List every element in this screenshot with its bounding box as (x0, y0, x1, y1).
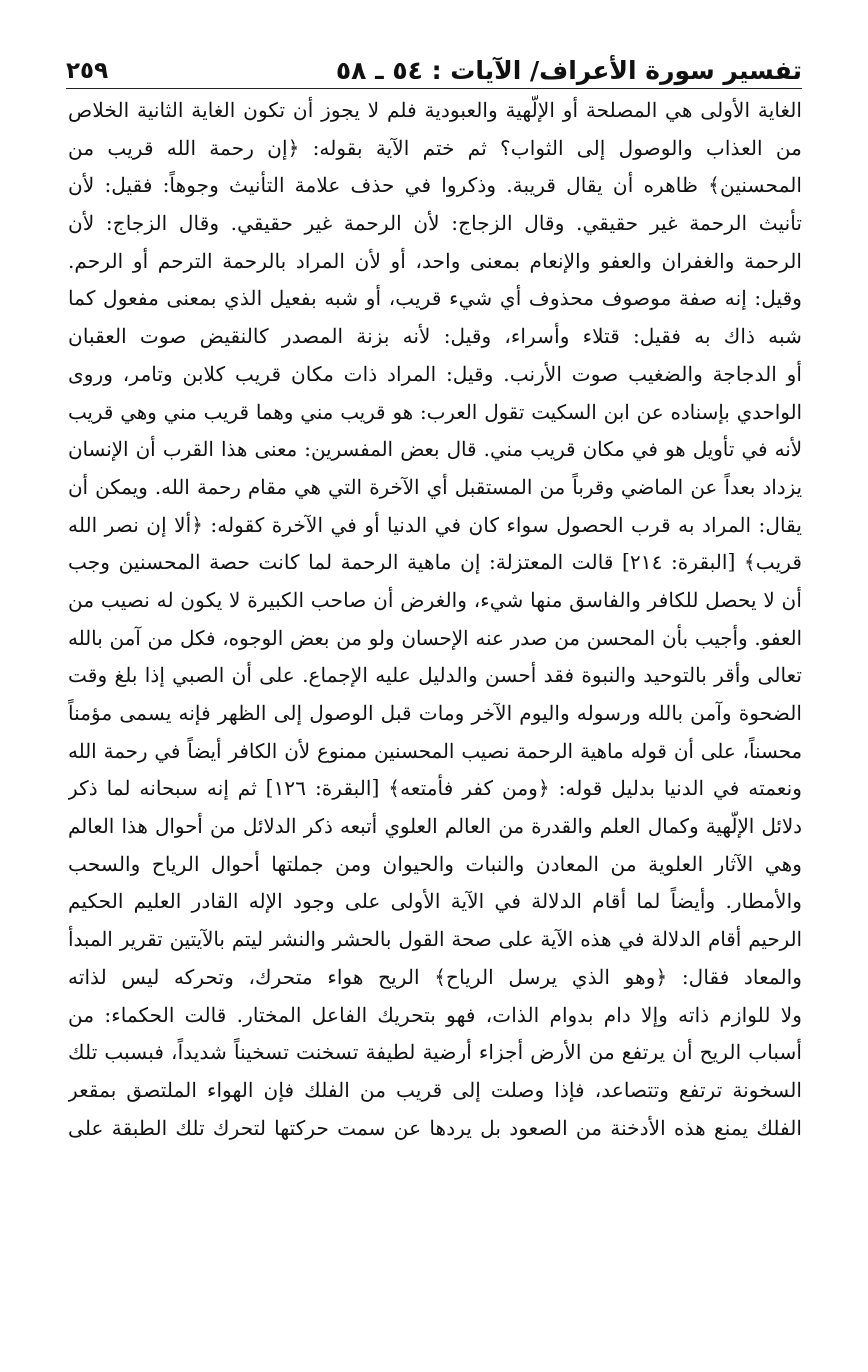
text-line: الرحيم أقام الدلالة في هذه الآية على صحة القول بالحشر والنشر ليتم بالآيتين تقرير المبدأ (68, 928, 802, 952)
text-line: الفلك يمنع هذه الأدخنة من الصعود بل يردها عن سمت حركتها لتحرك تلك الطبقة على (68, 1115, 802, 1140)
text-line: والأمطار. وأيضاً لما أقام الدلالة في الآية الأولى على وجود الإله القادر العليم الحكيم (68, 889, 802, 914)
text-line: السخونة ترتفع وتتصاعد، فإذا وصلت إلى قريب من الفلك فإن الهواء الملتصق بمقعر (68, 1077, 802, 1102)
page-header (66, 46, 802, 86)
text-line: من العذاب والوصول إلى الثواب؟ ثم ختم الآية بقوله: ﴿إن رحمة الله قريب من (68, 135, 802, 160)
text-line: العفو. وأجيب بأن المحسن من صدر عنه الإحسان ولو من بعض الوجوه، فكل من آمن بالله (68, 626, 802, 650)
page-number: ٢٥٩ (66, 58, 109, 84)
text-line: قريب﴾ [البقرة: ٢١٤] قالت المعتزلة: إن ماهية الرحمة لما كانت حصة المحسنين وجب (68, 550, 802, 575)
text-line: تأنيث الرحمة غير حقيقي. وقال الزجاج: لأن الرحمة غير حقيقي. وقال الزجاج: لأن (68, 211, 802, 236)
text-line: أو الدجاجة والضغيب صوت الأرنب. وقيل: المراد ذات مكان قريب كلابن وتامر، وروى (68, 361, 802, 386)
text-line: محسناً، على أن قوله ماهية الرحمة نصيب المحسنين ممنوع لأن الكافر أيضاً في رحمة الله (68, 739, 802, 763)
text-line: تعالى وأقر بالتوحيد والنبوة فقد أحسن والدليل عليه الإجماع. على أن الصبي إذا بلغ وقت (68, 663, 802, 688)
header-rule (66, 88, 802, 89)
text-line: دلائل الإلّهية وكمال العلم والقدرة من العالم العلوي أتبعه ذكر الدلائل من أحوال هذا العالم (68, 815, 802, 839)
text-line: أن لا يحصل للكافر والفاسق منها شيء، والغرض أن صاحب الكبيرة لا يكون له نصيب من (68, 587, 802, 612)
text-line: أسباب الريح أن يرتفع من الأرض أجزاء أرضية لطيفة تسخنت تسخيناً شديداً، فبسبب تلك (68, 1040, 802, 1065)
running-title: تفسير سورة الأعراف/ الآيات : ٥٤ ـ ٥٨ (335, 56, 802, 85)
text-line: الضحوة وآمن بالله ورسوله واليوم الآخر ومات قبل الوصول إلى الظهر فإنه يسمى مؤمناً (68, 701, 802, 725)
text-line: شبه ذاك به فقيل: قتلاء وأسراء، وقيل: لأنه بزنة المصدر كالنقيض صوت العقبان (68, 324, 802, 349)
text-line: الغاية الأولى هي المصلحة أو الإلّهية والعبودية فلم لا يجوز أن تكون الغاية الثانية الخلاص (68, 98, 802, 122)
text-line: الواحدي بإسناده عن ابن السكيت تقول العرب: هو قريب مني وهما قريب مني وهي قريب (68, 400, 802, 424)
text-line: يقال: المراد به قرب الحصول سواء كان في الدنيا أو في الآخرة كقوله: ﴿ألا إن نصر الله (68, 512, 802, 537)
body-text (68, 92, 802, 1147)
text-line: يزداد بعداً عن الماضي وقرباً من المستقبل أي الآخرة التي هي مقام رحمة الله. ويمكن أن (68, 475, 802, 499)
text-line: المحسنين﴾ ظاهره أن يقال قريبة. وذكروا في حذف علامة التأنيث وجوهاً: فقيل: لأن (68, 173, 802, 198)
text-line: لأنه في تأويل هو في مكان قريب مني. قال بعض المفسرين: معنى هذا القرب أن الإنسان (68, 438, 802, 462)
text-line: وقيل: إنه صفة موصوف محذوف أي شيء قريب، أو شبه بفعيل الذي بمعنى مفعول كما (68, 286, 802, 311)
text-line: ونعمته في الدنيا بدليل قوله: ﴿ومن كفر فأمتعه﴾ [البقرة: ١٢٦] ثم إنه سبحانه لما ذكر (68, 776, 802, 801)
text-line: وهي الآثار العلوية من المعادن والنبات والحيوان ومن جملتها أحوال الرياح والسحب (68, 851, 802, 876)
text-line: ولا للوازم ذاته وإلا دام بدوام الذات، فهو بتحريك الفاعل المختار. قالت الحكماء: من (68, 1002, 802, 1027)
text-line: الرحمة والغفران والعفو والإنعام بمعنى واحد، أو لأن المراد بالرحمة الترحم أو الرحم. (68, 248, 802, 273)
text-line: والمعاد فقال: ﴿وهو الذي يرسل الرياح﴾ الريح هواء متحرك، وتحركه ليس لذاته (68, 964, 802, 989)
